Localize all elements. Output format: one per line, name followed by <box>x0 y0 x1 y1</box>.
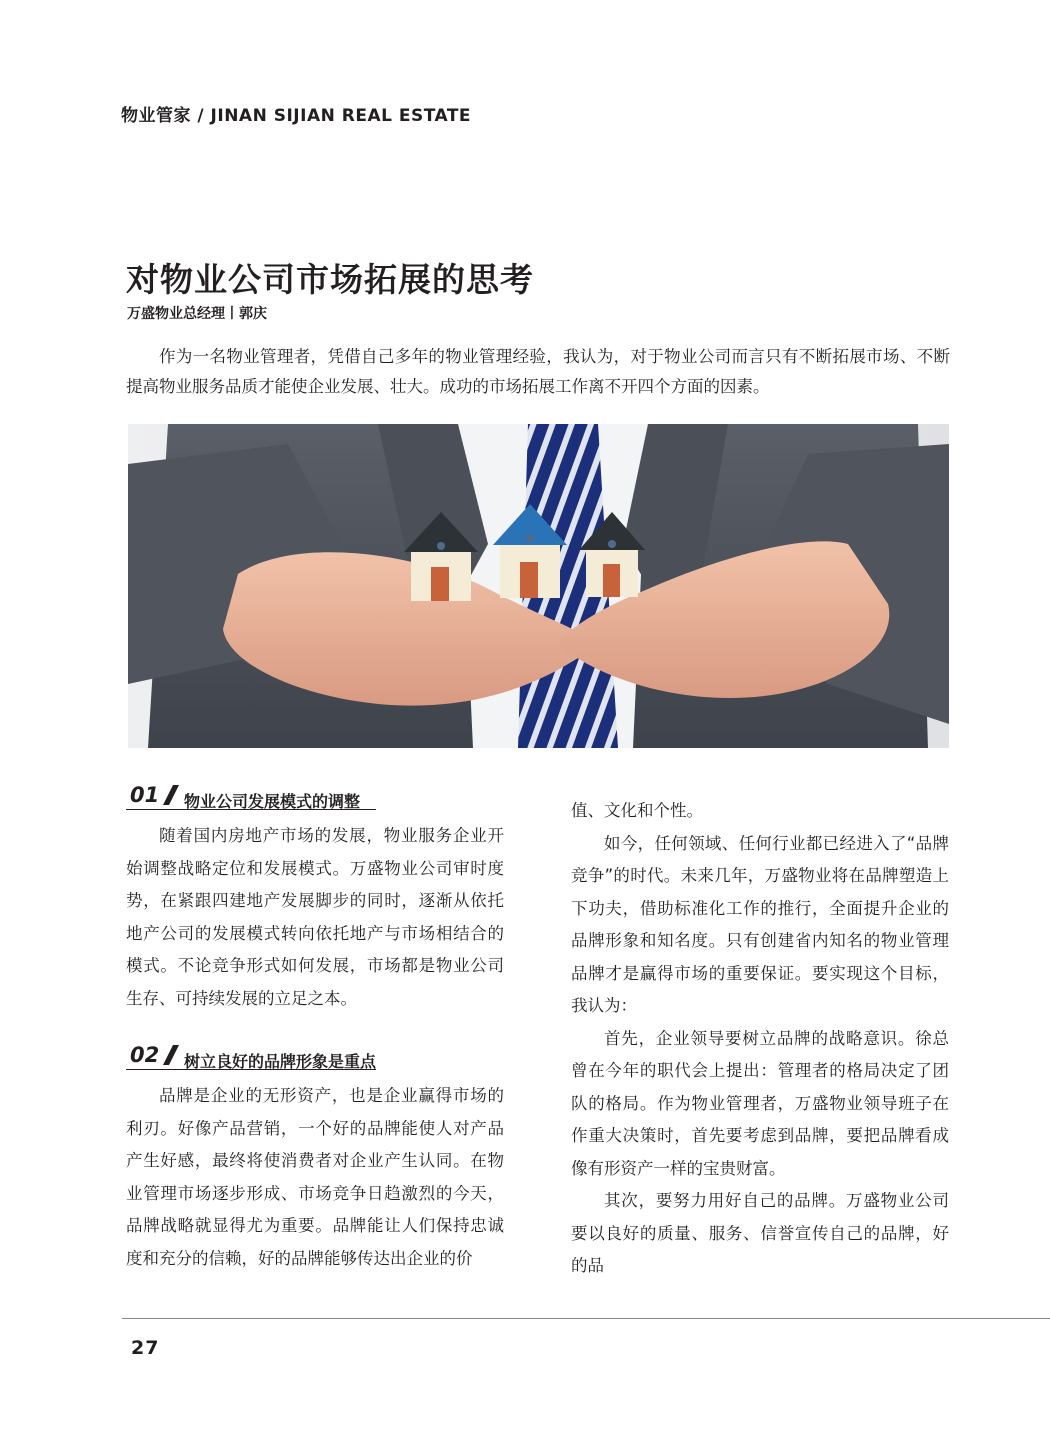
section-paragraph: 随着国内房地产市场的发展，物业服务企业开始调整战略定位和发展模式。万盛物业公司审时度势，在紧跟四建地产发展脚步的同时，逐渐从依托地产公司的发展模式转向依托地产与市场相结合的模式。不论竞争形式如何发展，市场都是物业公司生存、可持续发展的立足之本。 <box>126 826 504 1008</box>
continued-paragraph: 值、文化和个性。 <box>571 801 703 820</box>
section-heading-02 <box>126 1043 376 1070</box>
hero-photo-hands-holding-houses <box>128 424 949 748</box>
left-column <box>126 783 504 1275</box>
section-title: 物业公司发展模式的调整 <box>184 792 361 811</box>
section-heading-01 <box>126 783 376 810</box>
article-title: 对物业公司市场拓展的思考 <box>126 260 534 299</box>
slash-marker-icon <box>159 1043 181 1065</box>
right-column <box>571 795 949 1283</box>
footer-divider <box>122 1318 1050 1319</box>
slash-marker-icon <box>159 783 181 805</box>
section-number: 01 <box>130 783 160 807</box>
paragraph: 其次，要努力用好自己的品牌。万盛物业公司要以良好的质量、服务、信誉宣传自己的品牌，好的品 <box>571 1191 949 1275</box>
section-number: 02 <box>130 1043 160 1067</box>
page-number: 27 <box>131 1337 160 1359</box>
section-paragraph: 品牌是企业的无形资产，也是企业赢得市场的利刃。好像产品营销，一个好的品牌能使人对产品产生好感，最终将使消费者对企业产生认同。在物业管理市场逐步形成、市场竞争日趋激烈的今天，品牌战略就显得尤为重要。品牌能让人们保持忠诚度和充分的信赖，好的品牌能够传达出企业的价 <box>126 1086 504 1268</box>
paragraph: 如今，任何领域、任何行业都已经进入了“品牌竞争”的时代。未来几年，万盛物业将在品牌塑造上下功夫，借助标准化工作的推行，全面提升企业的品牌形象和知名度。只有创建省内知名的物业管理品牌才是赢得市场的重要保证。要实现这个目标，我认为： <box>571 833 949 1015</box>
intro-paragraph: 作为一名物业管理者，凭借自己多年的物业管理经验，我认为，对于物业公司而言只有不断拓展市场、不断提高物业服务品质才能使企业发展、壮大。成功的市场拓展工作离不开四个方面的因素。 <box>126 347 950 396</box>
section-title: 树立良好的品牌形象是重点 <box>184 1052 377 1071</box>
photo-illustration <box>128 424 949 748</box>
paragraph: 首先，企业领导要树立品牌的战略意识。徐总曾在今年的职代会上提出：管理者的格局决定了团队的格局。作为物业管理者，万盛物业领导班子在作重大决策时，首先要考虑到品牌，要把品牌看成像有形资产一样的宝贵财富。 <box>571 1028 949 1178</box>
article-byline: 万盛物业总经理丨郭庆 <box>127 306 267 322</box>
running-header: 物业管家 / JINAN SIJIAN REAL ESTATE <box>121 106 472 126</box>
